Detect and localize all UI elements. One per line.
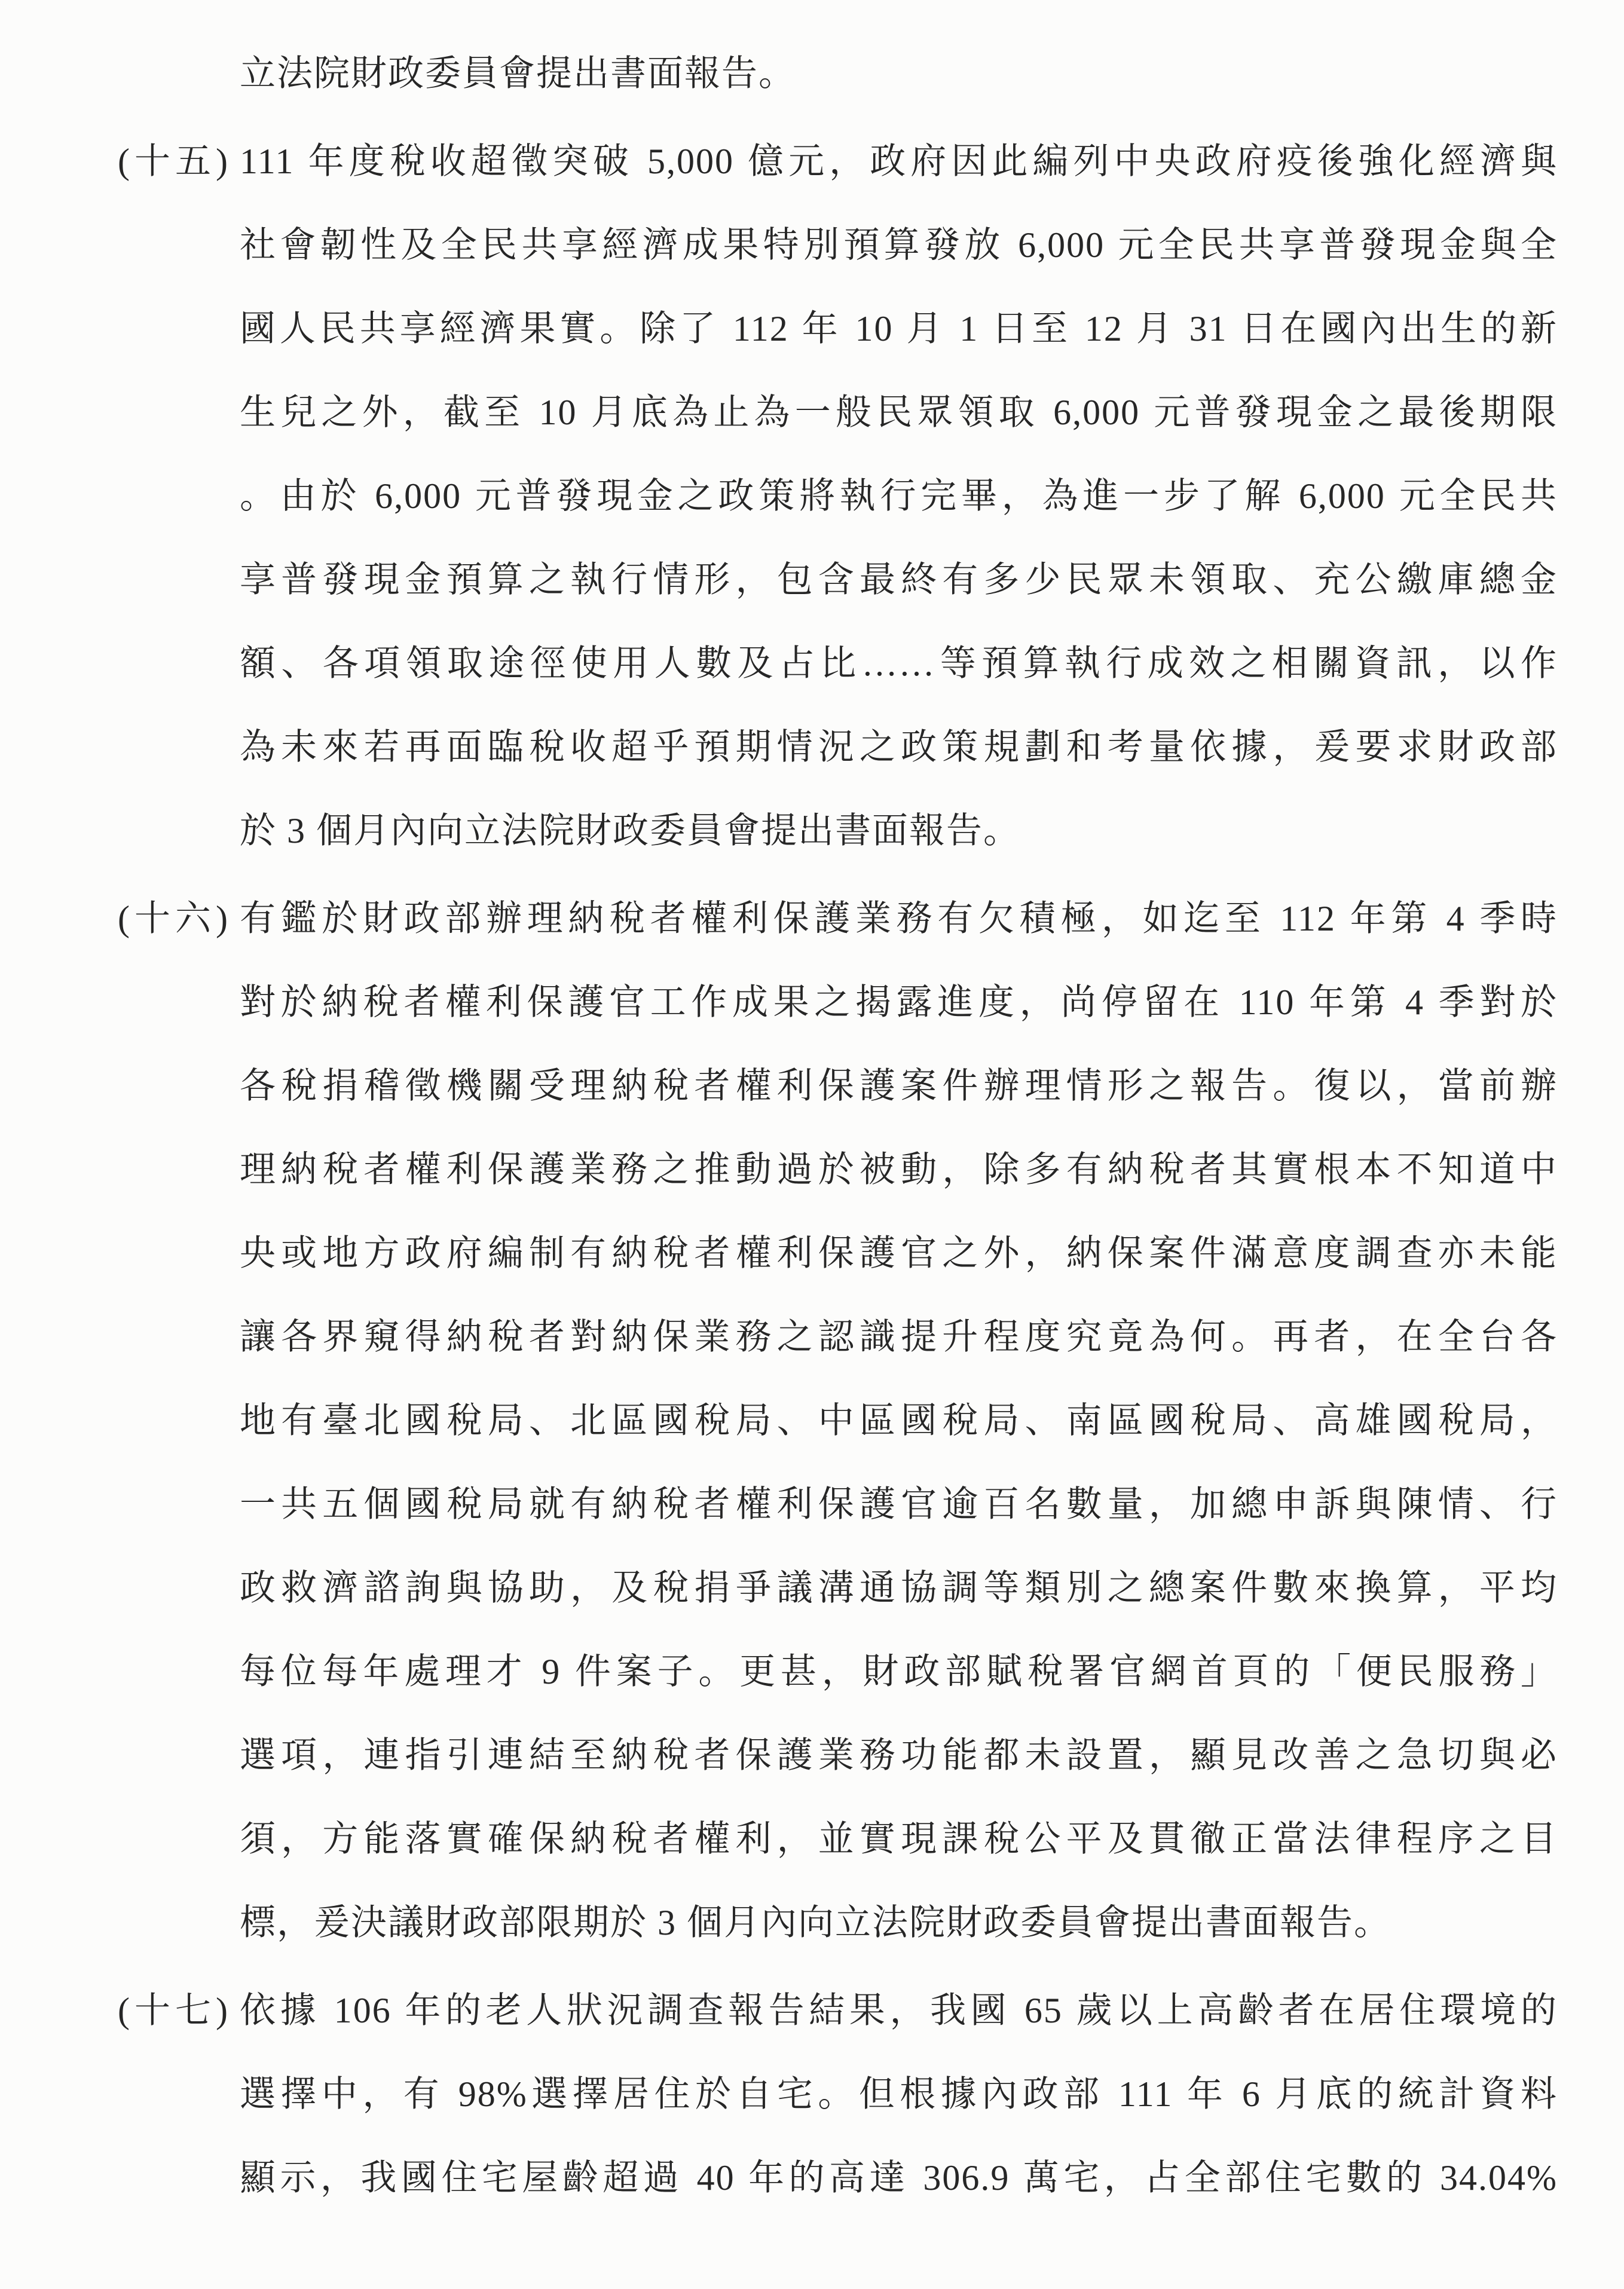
text-line: 一共五個國稅局就有納稅者權利保護官逾百名數量，加總申訴與陳情、行 <box>240 1485 1558 1524</box>
text-line: 為未來若再面臨稅收超乎預期情況之政策規劃和考量依據，爰要求財政部 <box>240 727 1558 767</box>
text-line: 各稅捐稽徵機關受理納稅者權利保護案件辦理情形之報告。復以，當前辦 <box>240 1066 1558 1106</box>
text-line: 生兒之外，截至 10 月底為止為一般民眾領取 6,000 元普發現金之最後期限 <box>240 393 1558 432</box>
paragraph-continuation <box>0 32 1624 115</box>
text-line: 政救濟諮詢與協助，及稅捐爭議溝通協調等類別之總案件數來換算，平均 <box>240 1568 1558 1608</box>
item-body <box>240 1969 1558 2220</box>
list-item-15 <box>0 120 1624 873</box>
text-line: 選擇中，有 98%選擇居住於自宅。但根據內政部 111 年 6 月底的統計資料 <box>240 2074 1558 2114</box>
text-line: 央或地方政府編制有納稅者權利保護官之外，納保案件滿意度調查亦未能 <box>240 1234 1558 1273</box>
text-line: 依據 106 年的老人狀況調查報告結果，我國 65 歲以上高齡者在居住環境的 <box>240 1991 1558 2030</box>
item-body <box>240 120 1558 873</box>
text-line: 須，方能落實確保納稅者權利，並實現課稅公平及貫徹正當法律程序之目 <box>240 1819 1558 1859</box>
text-line: 享普發現金預算之執行情形，包含最終有多少民眾未領取、充公繳庫總金 <box>240 560 1558 599</box>
text-line: 顯示，我國住宅屋齡超過 40 年的高達 306.9 萬宅，占全部住宅數的 34.04% <box>240 2158 1558 2198</box>
text-line: 地有臺北國稅局、北區國稅局、中區國稅局、南區國稅局、高雄國稅局， <box>240 1401 1558 1440</box>
text-line: 社會韌性及全民共享經濟成果特別預算發放 6,000 元全民共享普發現金與全 <box>240 225 1558 265</box>
text-line: 讓各界窺得納稅者對納保業務之認識提升程度究竟為何。再者，在全台各 <box>240 1317 1558 1357</box>
text-line: 對於納稅者權利保護官工作成果之揭露進度，尚停留在 110 年第 4 季對於 <box>240 983 1558 1022</box>
item-body <box>240 877 1558 1964</box>
item-number-label: (十五) <box>118 142 233 181</box>
text-line: 。由於 6,000 元普發現金之政策將執行完畢，為進一步了解 6,000 元全民共 <box>240 476 1558 516</box>
text-line: 立法院財政委員會提出書面報告。 <box>240 54 796 93</box>
text-line: 理納稅者權利保護業務之推動過於被動，除多有納稅者其實根本不知道中 <box>240 1150 1558 1189</box>
item-number-label: (十六) <box>118 899 233 938</box>
text-line: 額、各項領取途徑使用人數及占比……等預算執行成效之相關資訊，以作 <box>240 644 1558 683</box>
item-number-label: (十七) <box>118 1991 233 2030</box>
text-line: 於 3 個月內向立法院財政委員會提出書面報告。 <box>240 811 1020 850</box>
text-line: 111 年度稅收超徵突破 5,000 億元，政府因此編列中央政府疫後強化經濟與 <box>240 142 1558 181</box>
text-line: 選項，連指引連結至納稅者保護業務功能都未設置，顯見改善之急切與必 <box>240 1736 1558 1775</box>
text-line: 有鑑於財政部辦理納稅者權利保護業務有欠積極，如迄至 112 年第 4 季時 <box>240 899 1558 938</box>
text-line: 標，爰決議財政部限期於 3 個月內向立法院財政委員會提出書面報告。 <box>240 1903 1391 1942</box>
text-line: 每位每年處理才 9 件案子。更甚，財政部賦稅署官網首頁的「便民服務」 <box>240 1652 1558 1691</box>
text-line: 國人民共享經濟果實。除了 112 年 10 月 1 日至 12 月 31 日在國內出生的新 <box>240 309 1558 348</box>
paragraph-body <box>240 32 1558 115</box>
list-item-17 <box>0 1969 1624 2220</box>
list-item-16 <box>0 877 1624 1964</box>
